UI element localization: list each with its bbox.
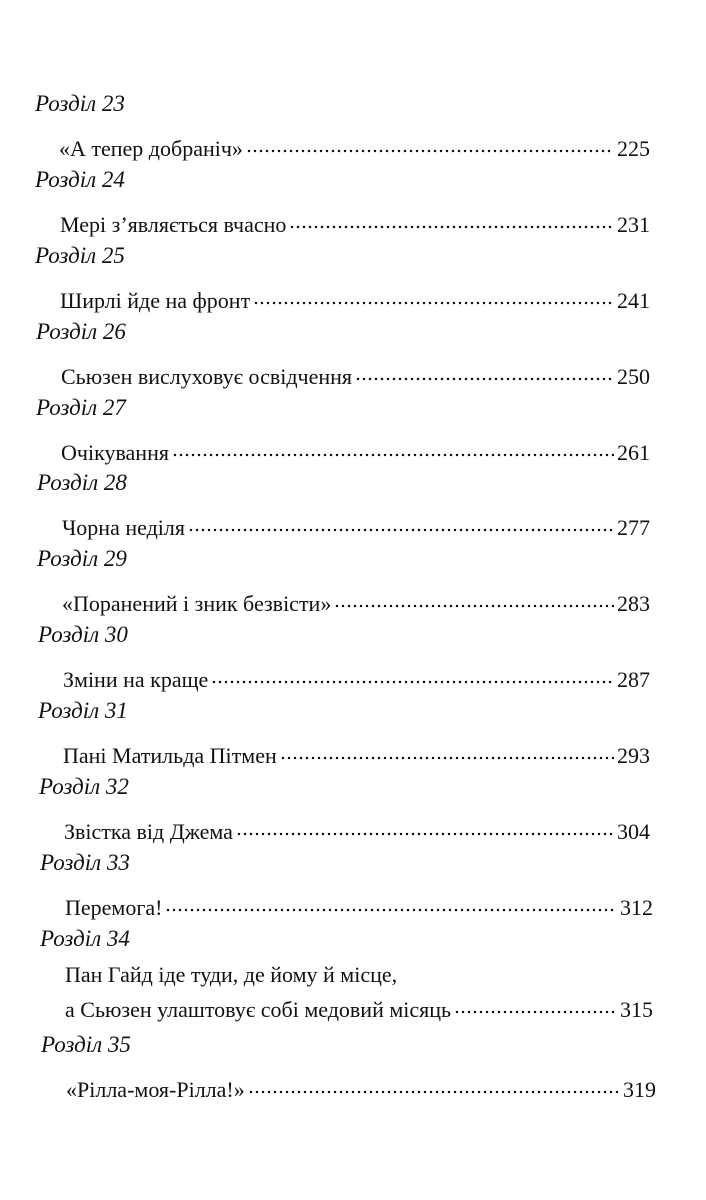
dot-leader (165, 887, 617, 915)
page-number: 312 (620, 895, 653, 920)
page-number: 250 (617, 364, 650, 389)
dot-leader (334, 583, 614, 611)
chapter-title: Перемога! (65, 895, 163, 920)
chapter-title: «Поранений і зник безвісти» (62, 591, 332, 616)
page-number: 241 (617, 288, 650, 313)
chapter-title: Ширлі йде на фронт (60, 288, 251, 313)
page-number: 261 (617, 440, 650, 465)
chapter-label: Розділ 35 (41, 1032, 131, 1057)
chapter-title-line-1: Пан Гайд іде туди, де йому й місце, (65, 962, 398, 987)
page-number: 283 (617, 591, 650, 616)
chapter-title: Пані Матильда Пітмен (63, 743, 277, 768)
chapter-title-line-2-row (65, 989, 653, 1024)
dot-leader (188, 507, 614, 535)
chapter-title-line-2: а Сьюзен улаштовує собі медовий місяць (65, 997, 452, 1022)
chapter-label: Розділ 27 (36, 395, 126, 420)
dot-leader (280, 735, 614, 763)
page-number: 231 (617, 212, 650, 237)
dot-leader (355, 356, 614, 384)
chapter-label: Розділ 24 (35, 167, 125, 192)
chapter-title: Очікування (61, 440, 169, 465)
page-number: 315 (620, 997, 653, 1022)
chapter-label: Розділ 31 (38, 698, 128, 723)
chapter-title: «Рілла-моя-Рілла!» (66, 1077, 245, 1102)
page-number: 293 (617, 743, 650, 768)
page-number: 277 (617, 515, 650, 540)
chapter-title: «А тепер добраніч» (59, 136, 243, 161)
page-number: 287 (617, 667, 650, 692)
toc-entry (65, 887, 653, 922)
chapter-label: Розділ 28 (37, 470, 127, 495)
chapter-label: Розділ 26 (36, 319, 126, 344)
chapter-title: Чорна неділя (62, 515, 185, 540)
dot-leader (454, 989, 617, 1017)
chapter-title: Зміни на краще (63, 667, 209, 692)
dot-leader (211, 659, 614, 687)
chapter-title: Сьюзен вислуховує освідчення (61, 364, 353, 389)
dot-leader (172, 432, 614, 460)
dot-leader (289, 204, 614, 232)
chapter-label: Розділ 25 (35, 243, 125, 268)
chapter-label: Розділ 23 (35, 91, 125, 116)
toc-entry (63, 659, 650, 694)
toc-entry (65, 961, 653, 1024)
chapter-label: Розділ 29 (37, 546, 127, 571)
dot-leader (246, 128, 614, 156)
toc-entry (62, 583, 650, 618)
chapter-label: Розділ 33 (40, 850, 130, 875)
toc-entry (60, 280, 650, 315)
dot-leader (248, 1069, 620, 1097)
chapter-title: Мері з’являється вчасно (60, 212, 287, 237)
dot-leader (236, 811, 614, 839)
toc-entry (66, 1069, 656, 1104)
chapter-label: Розділ 34 (40, 926, 130, 951)
toc-entry (60, 204, 650, 239)
page-number: 319 (623, 1077, 656, 1102)
toc-entry (62, 507, 650, 542)
toc-entry (61, 356, 650, 391)
dot-leader (253, 280, 614, 308)
chapter-title: Звістка від Джема (64, 819, 233, 844)
page-number: 225 (617, 136, 650, 161)
page-number: 304 (617, 819, 650, 844)
toc-entry (61, 432, 650, 467)
chapter-label: Розділ 30 (38, 622, 128, 647)
toc-entry (64, 811, 650, 846)
chapter-label: Розділ 32 (39, 774, 129, 799)
toc-entry (63, 735, 650, 770)
toc-entry (59, 128, 650, 163)
